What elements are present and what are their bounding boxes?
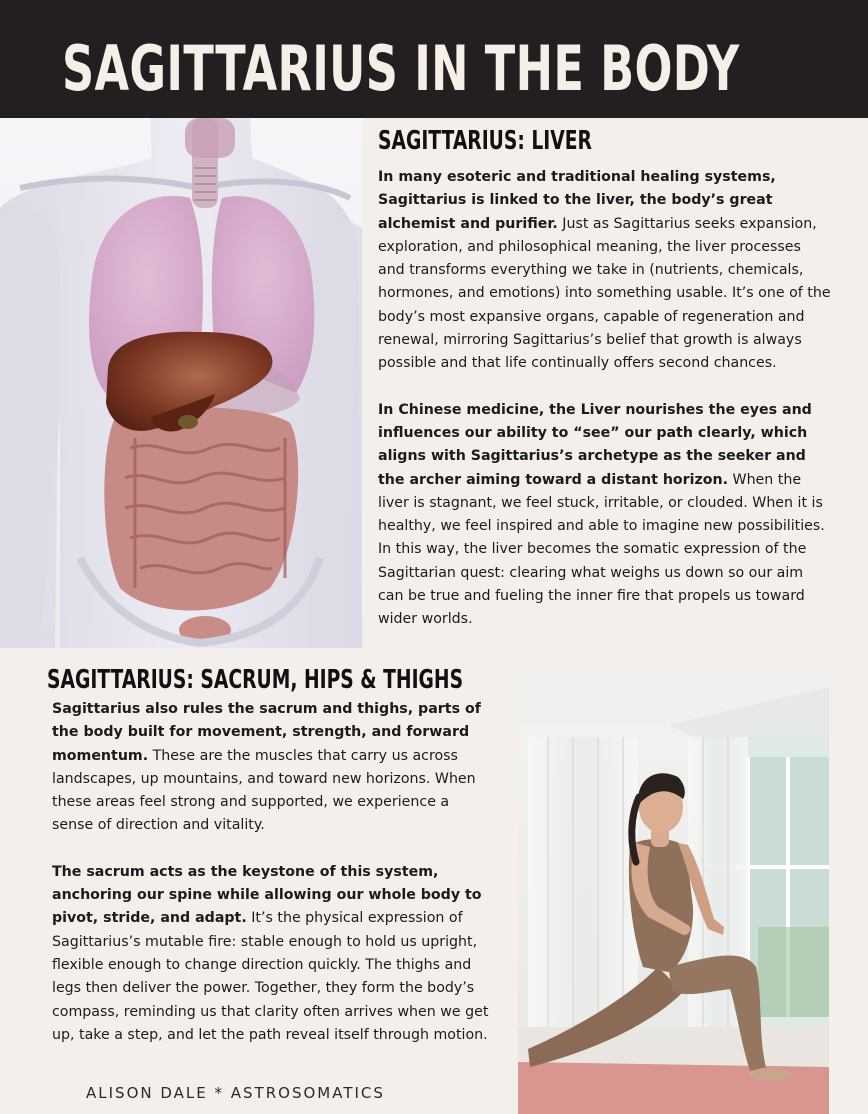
torso-organs-illustration xyxy=(0,118,362,648)
liver-paragraph-2 xyxy=(378,399,832,632)
liver-text xyxy=(378,166,832,632)
liver-heading: SAGITTARIUS: LIVER xyxy=(378,126,592,156)
yoga-pose-illustration xyxy=(518,667,829,1114)
anatomy-illustration xyxy=(0,118,362,648)
yoga-lunge-photo xyxy=(518,667,829,1114)
liver-p2-rest: When the liver is stagnant, we feel stuck, irritable, or clouded. When it is healthy, we feel inspired and able to imagine new possibilities. In this way, the liver becomes the somatic expression of the Sagittarian quest: clearing what weighs us down so our aim can be true and fueling the inner fire that propels us toward wider worlds. xyxy=(378,471,825,628)
header-banner xyxy=(0,0,868,118)
liver-paragraph-1 xyxy=(378,166,832,376)
page-title: SAGITTARIUS IN THE BODY xyxy=(62,32,740,105)
sacrum-p1-bold: Sagittarius also rules the sacrum and thighs, parts of the body built for movement, strength, and forward momentum. xyxy=(52,701,481,764)
liver-p2-bold: In Chinese medicine, the Liver nourishes the eyes and influences our ability to “see” our path clearly, which aligns with Sagittarius’s archetype as the seeker and the archer aiming toward a distant horizon. xyxy=(378,401,812,488)
sacrum-text xyxy=(52,698,492,1047)
sacrum-paragraph-2 xyxy=(52,861,492,1047)
footer-credit: ALISON DALE * ASTROSOMATICS xyxy=(86,1084,385,1102)
liver-p1-bold: In many esoteric and traditional healing systems, Sagittarius is linked to the liver, the body’s great alchemist and purifier. xyxy=(378,169,776,232)
sacrum-paragraph-1 xyxy=(52,698,492,838)
liver-p1-rest: Just as Sagittarius seeks expansion, exploration, and philosophical meaning, the liver processes and transforms everything we take in (nutrients, chemicals, hormones, and emotions) into something usable. It’s one of the body’s most expansive organs, capable of regeneration and renewal, mirroring Sagittarius’s belief that growth is always possible and that life continually offers second chances. xyxy=(378,215,831,372)
sacrum-heading: SAGITTARIUS: SACRUM, HIPS & THIGHS xyxy=(47,665,464,695)
sacrum-p1-rest: These are the muscles that carry us across landscapes, up mountains, and toward new horizons. When these areas feel strong and supported, we experience a sense of direction and vitality. xyxy=(52,747,476,834)
sacrum-p2-rest: It’s the physical expression of Sagittarius’s mutable fire: stable enough to hold us upright, flexible enough to change direction quickly. The thighs and legs then deliver the power. Together, they form the body’s compass, reminding us that clarity often arrives when we get up, take a step, and let the path reveal itself through motion. xyxy=(52,910,489,1043)
sacrum-p2-bold: The sacrum acts as the keystone of this system, anchoring our spine while allowing our whole body to pivot, stride, and adapt. xyxy=(52,863,482,927)
